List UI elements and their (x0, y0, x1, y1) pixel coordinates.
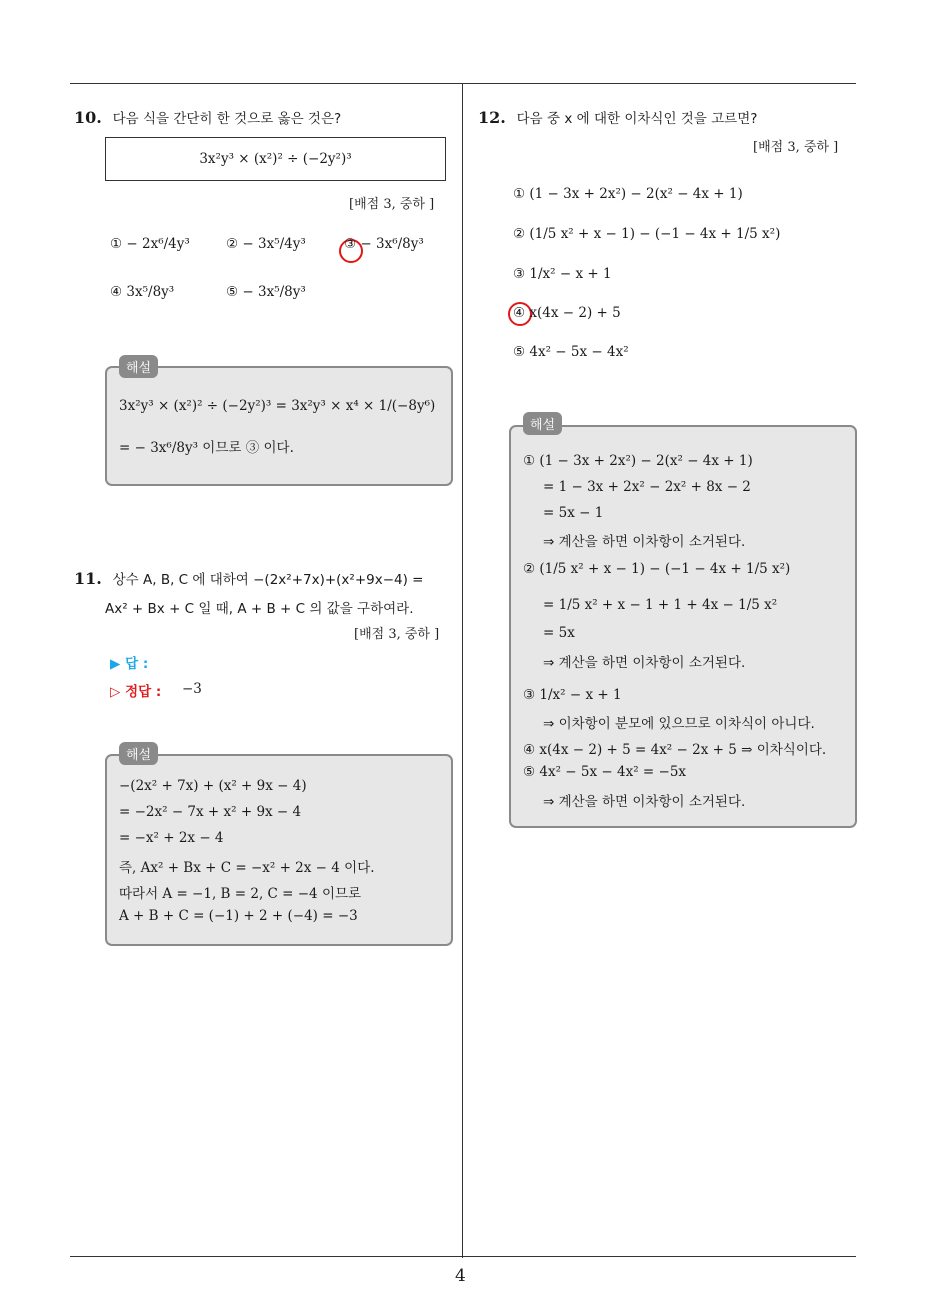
q12-solution-line-8: ⇒ 계산을 하면 이차항이 소거된다. (543, 655, 746, 671)
q10-solution-box (105, 366, 453, 486)
choice-text: (1/5 x² + x − 1) − (−1 − 4x + 1/5 x²) (529, 226, 781, 242)
choice-mark: ③ (513, 266, 526, 282)
page-number: 4 (455, 1266, 466, 1286)
q10-choice-2[interactable] (226, 236, 306, 252)
q12-meta: [배점 3, 중하 ] (753, 140, 839, 155)
q11-solution-line-1: −(2x² + 7x) + (x² + 9x − 4) (119, 778, 307, 794)
q10-choice-3[interactable] (344, 236, 424, 252)
q11-correct-label: ▷ 정답 : (110, 684, 162, 700)
choice-mark: ① (513, 186, 526, 202)
q12-solution-line-11: ④ x(4x − 2) + 5 = 4x² − 2x + 5 ⇒ 이차식이다. (523, 742, 827, 758)
q10-choice-4[interactable] (110, 284, 174, 300)
q12-solution-line-3: = 5x − 1 (543, 505, 604, 521)
q12-solution-line-5: ② (1/5 x² + x − 1) − (−1 − 4x + 1/5 x²) (523, 561, 791, 577)
choice-text: (1 − 3x + 2x²) − 2(x² − 4x + 1) (529, 186, 743, 202)
q11-question-line-2: Ax² + Bx + C 일 때, A + B + C 의 값을 구하여라. (105, 601, 414, 617)
q11-solution-tag: 해설 (119, 742, 158, 765)
q10-solution-line-2: = − 3x⁶/8y³ 이므로 ③ 이다. (119, 440, 294, 456)
q11-meta: [배점 3, 중하 ] (354, 627, 440, 642)
q10-solution-tag: 해설 (119, 355, 158, 378)
choice-mark: ⑤ (226, 284, 239, 300)
choice-mark: ③ (344, 236, 357, 252)
q11-solution-box (105, 754, 453, 946)
q12-choice-1[interactable] (513, 186, 743, 202)
q11-solution-line-3: = −x² + 2x − 4 (119, 830, 224, 846)
q11-header (74, 568, 424, 591)
q12-choice-2[interactable] (513, 226, 780, 242)
q12-solution-line-6: = 1/5 x² + x − 1 + 1 + 4x − 1/5 x² (543, 597, 778, 613)
q12-choice-5[interactable] (513, 344, 629, 360)
q10-header (74, 107, 341, 130)
q11-answer-label[interactable]: ▶ 답 : (110, 656, 149, 672)
q12-header (478, 107, 757, 130)
q12-solution-box (509, 425, 857, 828)
choice-text: x(4x − 2) + 5 (529, 305, 621, 321)
q12-solution-line-4: ⇒ 계산을 하면 이차항이 소거된다. (543, 534, 746, 550)
q12-choice-3[interactable] (513, 266, 612, 282)
q10-choice-1[interactable] (110, 236, 190, 252)
choice-text: − 3x⁵/4y³ (242, 236, 306, 252)
choice-text: − 3x⁶/8y³ (360, 236, 424, 252)
q11-solution-line-6: A + B + C = (−1) + 2 + (−4) = −3 (119, 908, 358, 924)
q11-solution-line-5: 따라서 A = −1, B = 2, C = −4 이므로 (119, 886, 362, 902)
q10-question: 다음 식을 간단히 한 것으로 옳은 것은? (112, 111, 342, 127)
q12-number: 12. (478, 108, 506, 127)
choice-mark: ⑤ (513, 344, 526, 360)
choice-text: 3x⁵/8y³ (126, 284, 175, 300)
q11-solution-line-4: 즉, Ax² + Bx + C = −x² + 2x − 4 이다. (119, 860, 375, 876)
q10-expression: 3x²y³ × (x²)² ÷ (−2y²)³ (199, 151, 352, 167)
column-divider (462, 84, 463, 1258)
choice-text: 4x² − 5x − 4x² (529, 344, 629, 360)
q12-solution-line-9: ③ 1/x² − x + 1 (523, 687, 622, 703)
q10-choice-5[interactable] (226, 284, 306, 300)
bottom-rule (70, 1256, 856, 1257)
q10-solution-line-1: 3x²y³ × (x²)² ÷ (−2y²)³ = 3x²y³ × x⁴ × 1/(−8y⁶) (119, 398, 436, 414)
q12-solution-line-2: = 1 − 3x + 2x² − 2x² + 8x − 2 (543, 479, 751, 495)
q11-correct-value: −3 (182, 681, 202, 697)
choice-text: − 2x⁶/4y³ (126, 236, 190, 252)
q12-solution-line-13: ⇒ 계산을 하면 이차항이 소거된다. (543, 794, 746, 810)
top-rule (70, 83, 856, 84)
q12-question: 다음 중 x 에 대한 이차식인 것을 고르면? (516, 111, 758, 127)
q10-meta: [배점 3, 중하 ] (349, 197, 435, 212)
choice-text: − 3x⁵/8y³ (242, 284, 306, 300)
q12-solution-line-1: ① (1 − 3x + 2x²) − 2(x² − 4x + 1) (523, 453, 753, 469)
q12-choice-4[interactable] (513, 305, 621, 321)
choice-mark: ② (513, 226, 526, 242)
q10-number: 10. (74, 108, 102, 127)
q12-solution-line-12: ⑤ 4x² − 5x − 4x² = −5x (523, 764, 687, 780)
choice-mark: ④ (513, 305, 526, 321)
q10-expression-box (105, 137, 446, 181)
q12-solution-line-7: = 5x (543, 625, 575, 641)
q11-question-line-1: 상수 A, B, C 에 대하여 −(2x²+7x)+(x²+9x−4) = (112, 572, 424, 588)
q11-number: 11. (74, 569, 102, 588)
choice-mark: ① (110, 236, 123, 252)
q11-solution-line-2: = −2x² − 7x + x² + 9x − 4 (119, 804, 302, 820)
choice-text: 1/x² − x + 1 (529, 266, 612, 282)
q12-solution-tag: 해설 (523, 412, 562, 435)
choice-mark: ④ (110, 284, 123, 300)
choice-mark: ② (226, 236, 239, 252)
q12-solution-line-10: ⇒ 이차항이 분모에 있으므로 이차식이 아니다. (543, 716, 815, 732)
